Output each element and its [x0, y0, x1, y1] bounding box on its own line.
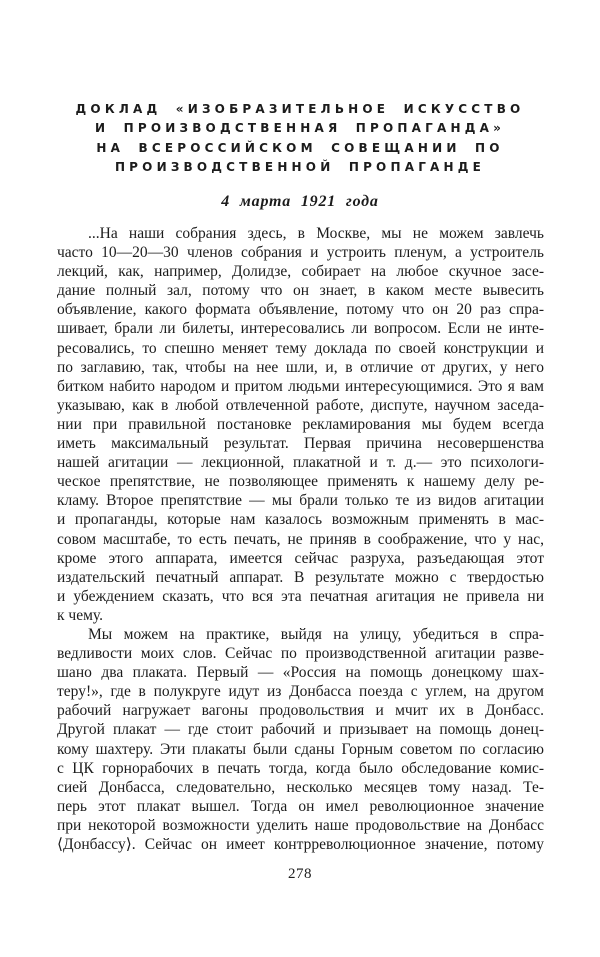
paragraph: [57, 224, 544, 625]
text-line: кому шахтеру. Эти плакаты были сданы Горным советом по согласию: [57, 740, 544, 758]
text-line: сией Донбасса, следовательно, несколько месяцев тому назад. Те-: [57, 778, 544, 796]
report-date: 4 марта 1921 года: [221, 192, 379, 210]
text-line: теру!», где в полукруге идут из Донбасса поезда с углем, на другом: [57, 683, 544, 701]
page-number: 278: [288, 866, 312, 882]
report-title-line: И ПРОИЗВОДСТВЕННАЯ ПРОПАГАНДА»: [94, 121, 506, 136]
text-line: Другой плакат — где стоит рабочий и призывает на помощь донец-: [57, 721, 544, 739]
text-line: лекций, как, например, Долидзе, собирает на любое скучное засе-: [57, 263, 544, 281]
text-line: шивает, брали ли билеты, интересовались ли вопросом. Если не инте-: [57, 320, 544, 338]
text-line: ческое препятствие, не позволяющее применять к нашему делу ре-: [57, 473, 544, 491]
report-title-line: НА ВСЕРОССИЙСКОМ СОВЕЩАНИИ ПО: [96, 140, 504, 155]
report-title-line: ПРОИЗВОДСТВЕННОЙ ПРОПАГАНДЕ: [114, 160, 486, 175]
text-line: часто 10—20—30 членов собрания и устроить пленум, а устроитель: [57, 244, 544, 262]
text-line: ...На наши собрания здесь, в Москве, мы не можем завлечь: [88, 225, 544, 242]
text-line: с ЦК горнорабочих в печать тогда, когда было обследование комис-: [57, 759, 544, 777]
text-line: перь этот плакат вышел. Тогда он имел революционное значение: [57, 797, 544, 815]
text-line: кроме этого аппарата, имеется сейчас разруха, разъедающая этот: [57, 549, 544, 567]
paragraph: [57, 625, 544, 854]
text-line: ведливости моих слов. Сейчас по производственной агитации разве-: [57, 645, 544, 663]
text-line: и пропаганды, которые нам казалось возможным применять в мас-: [57, 511, 544, 529]
text-line: Мы можем на практике, выйдя на улицу, убедиться в спра-: [88, 625, 544, 643]
text-line: указываю, как в любой отвлеченной работе, диспуте, научном заседа-: [57, 396, 544, 414]
text-line: шано два плаката. Первый — «Россия на помощь донецкому шах-: [57, 664, 544, 682]
text-line: кламу. Второе препятствие — мы брали только те из видов агитации: [57, 492, 544, 510]
text-line: к чему.: [57, 606, 103, 624]
report-title-line: ДОКЛАД «ИЗОБРАЗИТЕЛЬНОЕ ИСКУССТВО: [75, 102, 525, 116]
text-line: ресовались, то спешно меняет тему доклада по своей конструкции и: [57, 339, 544, 357]
body-text: [57, 224, 544, 854]
text-line: битком набито народом и притом людьми интересующимися. Это я вам: [57, 377, 544, 395]
text-line: и убеждением сказать, что вся эта печатная агитация не привела ни: [57, 587, 544, 605]
text-line: дание полный зал, потому что он знает, в каком месте вывесить: [57, 282, 544, 300]
text-line: при некоторой возможности уделить наше продовольствие на Донбасс: [57, 816, 544, 834]
text-line: нашей агитации — лекционной, плакатной и т. д.— это психологи-: [57, 454, 544, 472]
text-line: объявление, какого формата объявление, потому что он 20 раз спра-: [57, 301, 544, 319]
text-line: рабочий нагружает вагоны продовольствия и мчит их в Донбасс.: [57, 702, 544, 720]
chapter-heading: [0, 0, 600, 211]
text-line: совом масштабе, то есть печать, не приняв в соображение, что у нас,: [57, 530, 544, 548]
text-line: ⟨Донбассу⟩. Сейчас он имеет контрреволюционное значение, потому: [57, 836, 544, 853]
text-line: издательский печатный аппарат. В результате можно с твердостью: [57, 568, 544, 586]
text-line: нии при правильной постановке рекламирования мы будем всегда: [57, 415, 544, 433]
text-line: по заглавию, так, чтобы на нее шли, и, в отличие от других, у него: [57, 358, 544, 376]
report-title: [0, 100, 600, 178]
text-line: иметь максимальный результат. Первая причина несовершенства: [57, 435, 544, 453]
